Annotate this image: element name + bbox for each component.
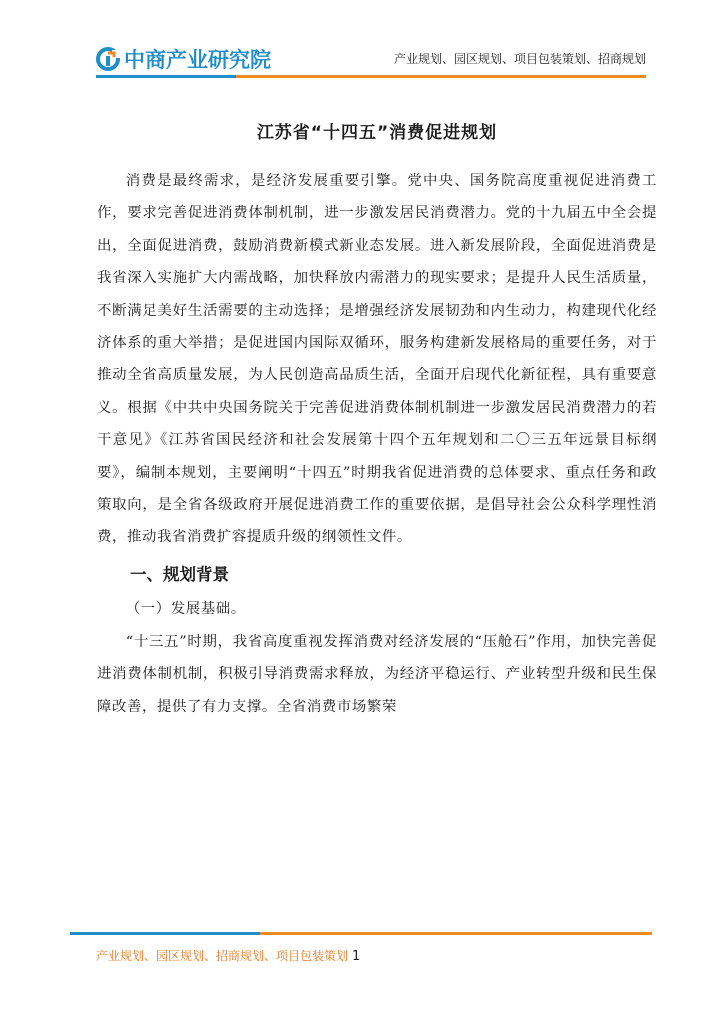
subsection-heading: （一）发展基础。: [125, 600, 246, 617]
header-divider-blue: [96, 75, 236, 78]
section-heading: 一、规划背景: [130, 564, 229, 584]
section-paragraph: “十三五”时期，我省高度重视发挥消费对经济发展的“压舱石”作用，加快完善促进消费体制机制，积极引导消费需求释放，为经济平稳运行、产业转型升级和民生保障改善，提供了有力支撑。全省消费市场繁荣: [97, 633, 657, 715]
document-title: 江苏省“十四五”消费促进规划: [256, 123, 498, 143]
footer-divider-blue: [70, 932, 260, 935]
footer-tagline: 产业规划、园区规划、招商规划、项目包装策划: [96, 949, 349, 963]
footer-divider-orange: [260, 932, 652, 935]
header-tagline: 产业规划、园区规划、项目包装策划、招商规划: [393, 52, 646, 66]
brand-logo[interactable]: [96, 44, 271, 74]
page-number: 1: [352, 949, 361, 964]
document-body: [97, 118, 657, 723]
header-divider-orange: [236, 75, 646, 78]
intro-paragraph: 消费是最终需求，是经济发展重要引擎。党中央、国务院高度重视促进消费工作，要求完善促进消费体制机制，进一步激发居民消费潜力。党的十九届五中全会提出，全面促进消费，鼓励消费新模式新业态发展。进入新发展阶段，全面促进消费是我省深入实施扩大内需战略，加快释放内需潜力的现实要求；是提升人民生活质量，不断满足美好生活需要的主动选择；是增强经济发展韧劲和内生动力，构建现代化经济体系的重大举措；是促进国内国际双循环，服务构建新发展格局的重要任务，对于推动全省高质量发展，为人民创造高品质生活，全面开启现代化新征程，具有重要意义。根据《中共中央国务院关于完善促进消费体制机制进一步激发居民消费潜力的若干意见》《江苏省国民经济和社会发展第十四个五年规划和二〇三五年远景目标纲要》，编制本规划，主要阐明“十四五”时期我省促进消费的总体要求、重点任务和政策取向，是全省各级政府开展促进消费工作的重要依据，是倡导社会公众科学理性消费，推动我省消费扩容提质升级的纲领性文件。: [97, 173, 657, 546]
logo-text: 中商产业研究院: [124, 48, 271, 72]
logo-icon: [96, 47, 120, 71]
page-header: [0, 0, 724, 90]
page-footer: [96, 947, 360, 964]
